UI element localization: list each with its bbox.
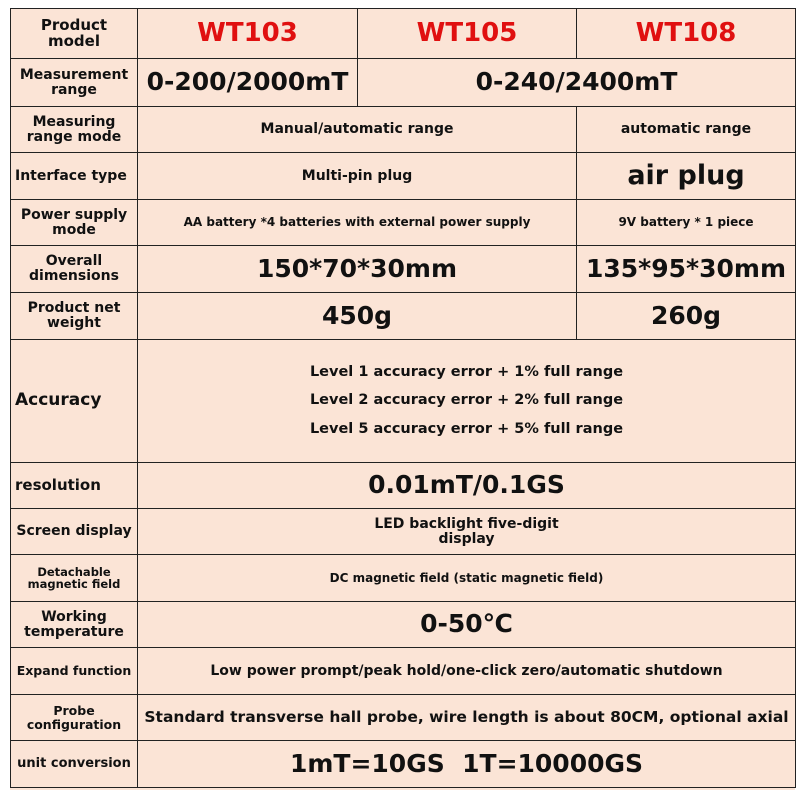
row-expand-function	[11, 648, 796, 695]
label-interface-type: Interface type	[11, 153, 138, 200]
value-range-mode-wt103-wt105: Manual/automatic range	[138, 107, 577, 153]
row-interface-type	[11, 153, 796, 200]
row-power-supply	[11, 200, 796, 246]
label-detachable-field: Detachable magnetic field	[11, 555, 138, 602]
label-product-model: Product model	[11, 9, 138, 59]
value-dimensions-wt108: 135*95*30mm	[577, 246, 796, 293]
label-working-temperature: Working temperature	[11, 602, 138, 648]
value-range-wt105-wt108: 0-240/2400mT	[358, 59, 796, 107]
value-interface-wt103-wt105: Multi-pin plug	[138, 153, 577, 200]
value-power-wt108: 9V battery * 1 piece	[577, 200, 796, 246]
accuracy-level-1: Level 1 accuracy error + 1% full range	[309, 364, 624, 381]
row-net-weight	[11, 293, 796, 340]
value-screen-display	[138, 509, 796, 555]
model-wt105: WT105	[358, 9, 577, 59]
spec-table	[10, 8, 796, 788]
screen-display-text: LED backlight five-digit display	[374, 515, 559, 547]
label-expand-function: Expand function	[11, 648, 138, 695]
label-screen-display: Screen display	[11, 509, 138, 555]
model-wt108: WT108	[577, 9, 796, 59]
label-unit-conversion: unit conversion	[11, 741, 138, 788]
value-range-mode-wt108: automatic range	[577, 107, 796, 153]
row-resolution	[11, 463, 796, 509]
row-range-mode	[11, 107, 796, 153]
row-screen-display	[11, 509, 796, 555]
label-net-weight: Product net weight	[11, 293, 138, 340]
label-range-mode: Measuring range mode	[11, 107, 138, 153]
label-accuracy: Accuracy	[11, 340, 138, 463]
value-resolution: 0.01mT/0.1GS	[138, 463, 796, 509]
value-interface-wt108: air plug	[577, 153, 796, 200]
value-power-wt103-wt105: AA battery *4 batteries with external power supply	[138, 200, 577, 246]
label-resolution: resolution	[11, 463, 138, 509]
row-unit-conversion	[11, 741, 796, 788]
value-unit-conversion: 1mT=10GS 1T=10000GS	[138, 741, 796, 788]
row-detachable-field	[11, 555, 796, 602]
value-working-temperature: 0-50℃	[138, 602, 796, 648]
value-dimensions-wt103-wt105: 150*70*30mm	[138, 246, 577, 293]
spec-table-container	[10, 8, 795, 790]
accuracy-level-5: Level 5 accuracy error + 5% full range	[309, 420, 624, 437]
accuracy-level-2: Level 2 accuracy error + 2% full range	[309, 392, 624, 409]
value-range-wt103: 0-200/2000mT	[138, 59, 358, 107]
label-dimensions: Overall dimensions	[11, 246, 138, 293]
value-accuracy	[138, 340, 796, 463]
row-working-temperature	[11, 602, 796, 648]
label-probe-configuration: Probe configuration	[11, 695, 138, 741]
row-measurement-range	[11, 59, 796, 107]
row-accuracy	[11, 340, 796, 463]
label-power-supply: Power supply mode	[11, 200, 138, 246]
row-product-model	[11, 9, 796, 59]
row-dimensions	[11, 246, 796, 293]
value-detachable-field: DC magnetic field (static magnetic field)	[138, 555, 796, 602]
value-probe-configuration: Standard transverse hall probe, wire length is about 80CM, optional axial	[138, 695, 796, 741]
label-measurement-range: Measurement range	[11, 59, 138, 107]
model-wt103: WT103	[138, 9, 358, 59]
row-probe-configuration	[11, 695, 796, 741]
value-expand-function: Low power prompt/peak hold/one-click zero/automatic shutdown	[138, 648, 796, 695]
value-weight-wt103-wt105: 450g	[138, 293, 577, 340]
value-weight-wt108: 260g	[577, 293, 796, 340]
